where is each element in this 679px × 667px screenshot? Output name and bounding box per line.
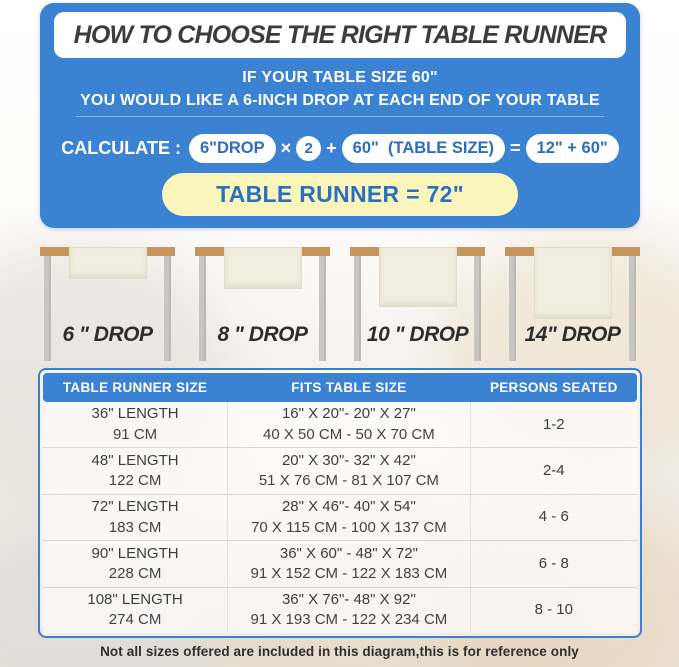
page-title: HOW TO CHOOSE THE RIGHT TABLE RUNNER: [73, 20, 607, 49]
persons-cell: 6 - 8: [538, 554, 569, 572]
fits-table-cell: [227, 495, 471, 540]
table-illustration-8in: [195, 243, 330, 361]
chart-header-row: [43, 373, 637, 402]
drop-examples: [40, 243, 640, 361]
runner-size-cm: 122 CM: [108, 472, 162, 490]
calculation-row: [40, 130, 640, 166]
table-row: [43, 587, 637, 633]
table-runner: [69, 247, 147, 279]
drop-label: 14" DROP: [524, 323, 621, 346]
runner-size-cell: [43, 495, 227, 540]
table-row: [43, 494, 637, 540]
fits-table-cell: [227, 402, 471, 447]
table-size-pill: 60" (TABLE SIZE): [342, 134, 505, 163]
fits-table-cm: 40 X 50 CM - 50 X 70 CM: [263, 425, 435, 443]
drop-label: 8 " DROP: [217, 323, 308, 346]
fits-table-cm: 91 X 193 CM - 122 X 234 CM: [250, 611, 448, 629]
times-operator: ×: [280, 137, 292, 158]
equals-operator: =: [510, 137, 521, 158]
table-row: [43, 540, 637, 586]
footnote: Not all sizes offered are included in this diagram,this is for reference only: [100, 644, 579, 659]
table-runner: [224, 247, 302, 289]
fits-table-cm: 70 X 115 CM - 100 X 137 CM: [251, 518, 447, 536]
fits-table-cell: [227, 541, 471, 586]
subtitle-line1: IF YOUR TABLE SIZE 60": [242, 69, 438, 86]
sum-pill: 12" + 60": [526, 134, 619, 163]
fits-table-inches: 16" X 20"- 20" X 27": [281, 405, 416, 423]
chart-body: [43, 402, 637, 633]
column-header-persons: PERSONS SEATED: [489, 380, 618, 395]
runner-size-cm: 228 CM: [108, 564, 162, 582]
fits-table-inches: 20" X 30"- 32" X 42": [281, 451, 416, 469]
plus-operator: +: [326, 137, 337, 158]
table-illustration-14in: [505, 243, 640, 361]
persons-cell: 8 - 10: [534, 601, 573, 619]
runner-size-cm: 91 CM: [112, 425, 158, 443]
column-header-runner-size: TABLE RUNNER SIZE: [62, 380, 208, 395]
table-illustration-10in: [350, 243, 485, 361]
fits-table-cell: [227, 588, 471, 633]
size-chart-table: [38, 368, 642, 638]
drop-label: 6 " DROP: [62, 323, 153, 346]
runner-size-inches: 90" LENGTH: [91, 544, 179, 562]
drop-value-pill: 6"DROP: [189, 134, 276, 163]
calculate-label: CALCULATE :: [61, 137, 181, 158]
divider-line: [76, 116, 604, 117]
persons-cell: 1-2: [542, 415, 565, 433]
result-pill: [162, 173, 518, 216]
runner-size-inches: 36" LENGTH: [91, 405, 179, 423]
runner-size-inches: 108" LENGTH: [87, 591, 183, 609]
runner-size-cell: [43, 588, 227, 633]
fits-table-cell: [227, 448, 471, 493]
fits-table-inches: 36" X 60" - 48" X 72": [279, 544, 418, 562]
runner-size-cm: 274 CM: [108, 611, 162, 629]
table-runner: [379, 247, 457, 307]
fits-table-inches: 28" X 46"- 40" X 54": [281, 498, 416, 516]
runner-size-cell: [43, 402, 227, 447]
fits-table-cm: 51 X 76 CM - 81 X 107 CM: [258, 472, 439, 490]
persons-cell: 2-4: [542, 461, 565, 479]
result-text: TABLE RUNNER = 72": [216, 181, 464, 207]
persons-cell: 4 - 6: [538, 508, 569, 526]
table-illustration-6in: [40, 243, 175, 361]
drop-label: 10 " DROP: [366, 323, 469, 346]
column-header-fits-table: FITS TABLE SIZE: [291, 380, 407, 395]
runner-size-cm: 183 CM: [108, 518, 162, 536]
runner-size-inches: 48" LENGTH: [91, 451, 179, 469]
runner-size-inches: 72" LENGTH: [91, 498, 179, 516]
table-runner: [534, 247, 612, 319]
table-row: [43, 402, 637, 447]
title-box: [54, 12, 626, 58]
subtitle-line2: YOU WOULD LIKE A 6-INCH DROP AT EACH END OF YOUR TABLE: [80, 92, 600, 109]
table-row: [43, 447, 637, 493]
header-panel: [40, 3, 640, 228]
multiplier-circle: 2: [296, 136, 321, 161]
runner-size-cell: [43, 541, 227, 586]
runner-size-cell: [43, 448, 227, 493]
fits-table-inches: 36" X 76"- 48" X 92": [281, 591, 416, 609]
fits-table-cm: 91 X 152 CM - 122 X 183 CM: [250, 564, 448, 582]
